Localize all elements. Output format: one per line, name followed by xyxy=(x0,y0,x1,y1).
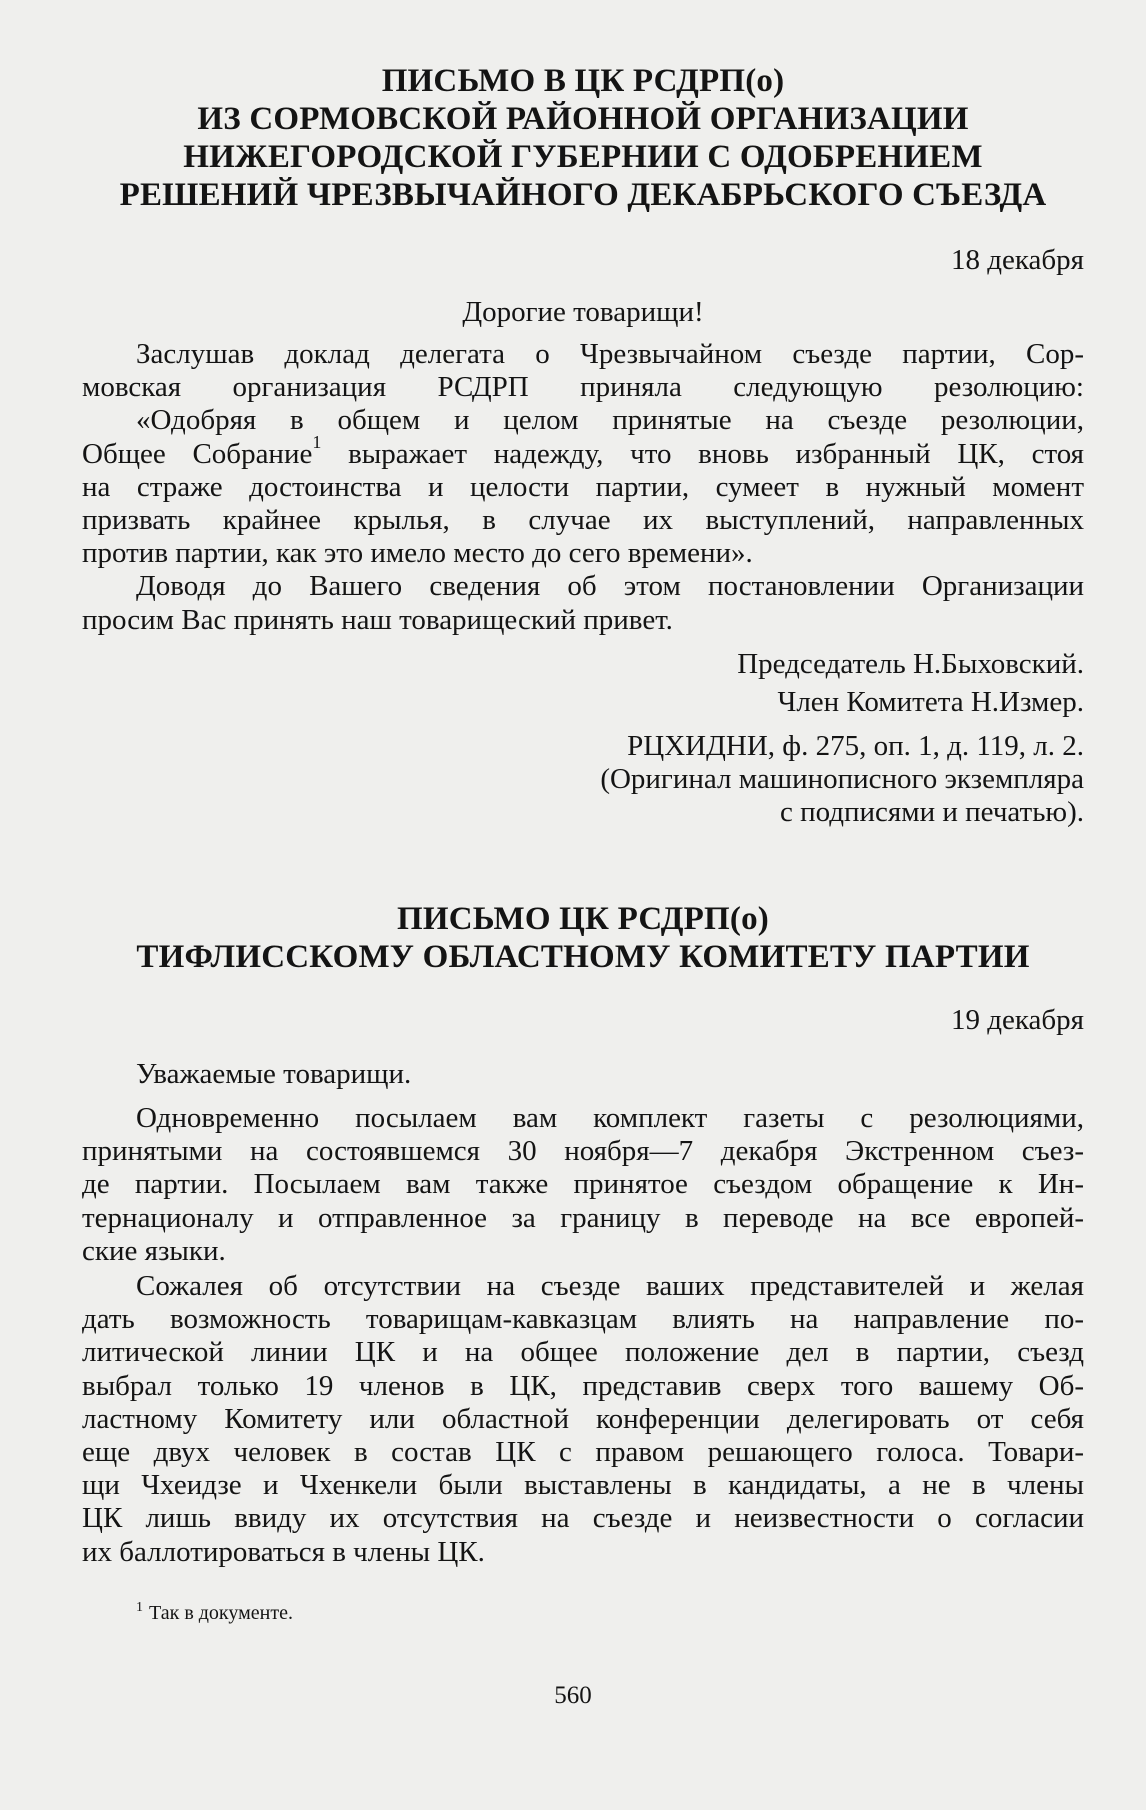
body-line xyxy=(82,431,1085,471)
footnote-text: Так в документе. xyxy=(149,1602,293,1624)
archive-source: РЦХИДНИ, ф. 275, оп. 1, д. 119, л. 2. xyxy=(627,730,1084,762)
letter2-body-p1 xyxy=(82,1102,1084,1268)
body-line: литической линии ЦК и на общее положение дел в партии, съезд xyxy=(82,1336,1084,1369)
body-line: мовская организация РСДРП приняла следующую резолюцию: xyxy=(82,371,1084,404)
letter2-date: 19 декабря xyxy=(951,1004,1084,1036)
body-line: де партии. Посылаем вам также принятое съездом обращение к Ин- xyxy=(82,1168,1084,1201)
letter1-title-line: РЕШЕНИЙ ЧРЕЗВЫЧАЙНОГО ДЕКАБРЬСКОГО СЪЕЗДА xyxy=(119,177,1047,213)
body-line: еще двух человек в состав ЦК с правом решающего голоса. Товари- xyxy=(82,1436,1084,1469)
body-line: щи Чхеидзе и Чхенкели были выставлены в кандидаты, а не в члены xyxy=(82,1469,1084,1502)
archive-note-cont: с подписями и печатью). xyxy=(779,796,1084,828)
letter1-title-line: НИЖЕГОРОДСКОЙ ГУБЕРНИИ С ОДОБРЕНИЕМ xyxy=(183,139,983,175)
footnote-ref: 1 xyxy=(312,431,322,452)
body-line: призвать крайнее крылья, в случае их выступлений, направленных xyxy=(82,504,1084,537)
letter1-salutation: Дорогие товарищи! xyxy=(462,296,704,328)
body-line: Доводя до Вашего сведения об этом постановлении Организации xyxy=(136,570,1084,603)
body-line: ластному Комитету или областной конференции делегировать от себя xyxy=(82,1402,1084,1435)
letter1-date: 18 декабря xyxy=(951,244,1084,276)
letter1-title-line: ИЗ СОРМОВСКОЙ РАЙОННОЙ ОРГАНИЗАЦИИ xyxy=(197,101,969,137)
body-line: дать возможность товарищам-кавказцам влиять на направление по- xyxy=(82,1303,1084,1336)
body-line: выбрал только 19 членов в ЦК, представив сверх того вашему Об- xyxy=(82,1369,1084,1402)
letter2-title xyxy=(82,900,1084,976)
letter1-title xyxy=(82,62,1084,214)
body-line: их баллотироваться в члены ЦК. xyxy=(82,1535,485,1568)
letter2-salutation: Уважаемые товарищи. xyxy=(136,1058,412,1090)
body-line: Одновременно посылаем вам комплект газеты с резолюциями, xyxy=(136,1102,1084,1134)
body-line: против партии, как это имело место до сего времени». xyxy=(82,537,753,570)
footnote-mark: 1 xyxy=(136,1600,143,1615)
body-line: «Одобряя в общем и целом принятые на съезде резолюции, xyxy=(136,404,1084,437)
body-line: ские языки. xyxy=(82,1234,226,1267)
letter2-title-line: ПИСЬМО ЦК РСДРП(о) xyxy=(397,901,769,937)
letter1-body xyxy=(82,338,1084,637)
general-assembly-text: Общее Собрание xyxy=(82,437,313,470)
body-line: Сожалея об отсутствии на съезде ваших представителей и желая xyxy=(136,1270,1084,1302)
body-line: Заслушав доклад делегата о Чрезвычайном съезде партии, Сор- xyxy=(136,338,1084,370)
archive-note: (Оригинал машинописного экземпляра xyxy=(600,763,1084,795)
body-line: ЦК лишь ввиду их отсутствия на съезде и неизвестности о согласии xyxy=(82,1502,1084,1535)
letter2-title-line: ТИФЛИССКОМУ ОБЛАСТНОМУ КОМИТЕТУ ПАРТИИ xyxy=(136,939,1030,975)
footnote xyxy=(136,1602,293,1625)
body-line: на страже достоинства и целости партии, сумеет в нужный момент xyxy=(82,470,1084,503)
letter2-body-p2 xyxy=(82,1270,1084,1569)
letter1-title-line: ПИСЬМО В ЦК РСДРП(о) xyxy=(381,63,785,99)
body-line: принятыми на состоявшемся 30 ноября—7 декабря Экстренном съез- xyxy=(82,1135,1084,1168)
body-line: тернационалу и отправленное за границу в переводе на все европей- xyxy=(82,1201,1084,1234)
body-line: просим Вас принять наш товарищеский привет. xyxy=(82,603,673,636)
signature-committee-member: Член Комитета Н.Измер. xyxy=(777,686,1084,718)
page-number: 560 xyxy=(554,1682,592,1709)
signature-chairman: Председатель Н.Быховский. xyxy=(737,648,1084,680)
body-line-continuation: выражает надежду, что вновь избранный ЦК, стоя xyxy=(348,437,1085,470)
